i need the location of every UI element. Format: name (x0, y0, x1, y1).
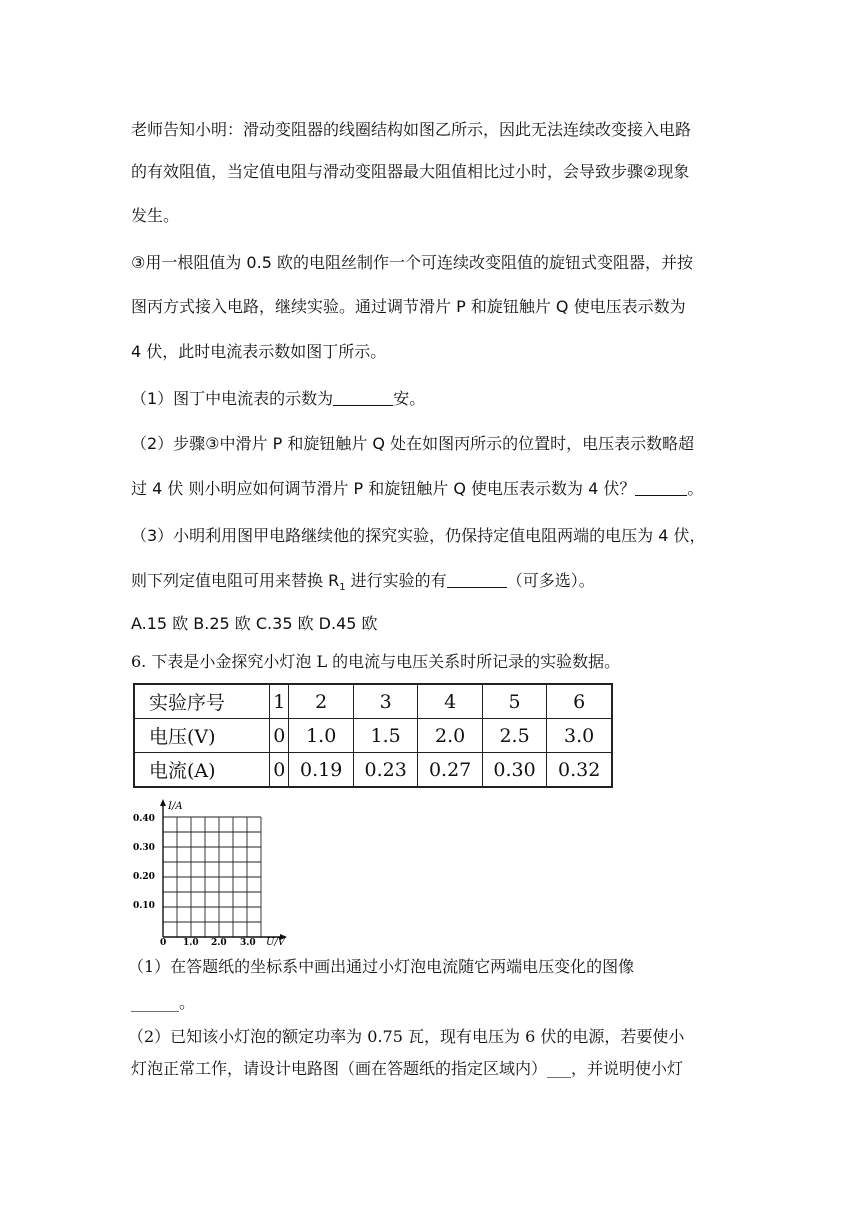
table-cell: 0.32 (547, 753, 612, 788)
paragraph-line-1: 老师告知小明：滑动变阻器的线圈结构如图乙所示，因此无法连续改变接入电路 (131, 120, 692, 139)
axes (160, 799, 287, 940)
table-row (134, 753, 612, 788)
y-axis-arrow-icon (160, 799, 166, 806)
paragraph-line-6: 4 伏，此时电流表示数如图丁所示。 (131, 342, 387, 361)
answer-options: A.15 欧 B.25 欧 C.35 欧 D.45 欧 (131, 614, 378, 633)
coordinate-grid (131, 797, 291, 947)
y-tick-label: 0.40 (133, 814, 155, 824)
table-cell: 3 (353, 684, 417, 719)
sub-question-1-line-2: ______。 (131, 993, 196, 1012)
table-cell: 1.0 (289, 719, 353, 753)
question-2-text: 过 4 伏 则小明应如何调节滑片 P 和旋钮触片 Q 使电压表示数为 4 伏？ (131, 479, 636, 498)
table-cell: 1 (270, 684, 289, 719)
table-cell: 0 (270, 719, 289, 753)
x-tick-label: 3.0 (240, 938, 256, 947)
question-1-text: （1）图丁中电流表的示数为 (131, 389, 334, 408)
question-1-unit: 安。 (393, 389, 426, 408)
y-tick-label: 0.20 (133, 872, 155, 882)
table-cell: 2.0 (418, 719, 482, 753)
question-2-line-1: （2）步骤③中滑片 P 和旋钮触片 Q 处在如图丙所示的位置时，电压表示数略超 (131, 434, 695, 453)
table-cell: 2.5 (482, 719, 546, 753)
table-cell: 0.19 (289, 753, 353, 788)
table-cell: 6 (547, 684, 612, 719)
paragraph-line-4: ③用一根阻值为 0.5 欧的电阻丝制作一个可连续改变阻值的旋钮式变阻器，并按 (131, 253, 693, 272)
sub-question-1-line-1: （1）在答题纸的坐标系中画出通过小灯泡电流随它两端电压变化的图像 (128, 957, 635, 976)
table-row (134, 684, 612, 719)
y-tick-label: 0.10 (133, 901, 155, 911)
table-cell: 5 (482, 684, 546, 719)
y-axis-label: I/A (168, 801, 183, 812)
table-cell: 0 (270, 753, 289, 788)
table-cell: 2 (289, 684, 353, 719)
subscript: 1 (339, 582, 346, 594)
data-table (133, 683, 613, 788)
question-1 (131, 389, 425, 409)
table-cell: 0.23 (353, 753, 417, 788)
problem-6-title: 6. 下表是小金探究小灯泡 L 的电流与电压关系时所记录的实验数据。 (131, 652, 621, 671)
table-cell: 电流(A) (134, 753, 270, 788)
question-3-line-2 (131, 571, 595, 598)
answer-blank (333, 389, 393, 406)
question-3-end: （可多选）。 (506, 571, 595, 590)
x-axis-label: U/V (266, 937, 286, 947)
grid-lines (163, 817, 261, 937)
paragraph-line-3: 发生。 (131, 206, 180, 225)
question-2-end: 。 (687, 479, 704, 498)
table-cell: 1.5 (353, 719, 417, 753)
table-cell: 0.27 (418, 753, 482, 788)
question-3-text: 则下列定值电阻可用来替换 R (131, 571, 340, 590)
sub-question-2-line-2: 灯泡正常工作，请设计电路图（画在答题纸的指定区域内）___，并说明使小灯 (131, 1059, 684, 1078)
table-cell: 4 (418, 684, 482, 719)
table-row (134, 719, 612, 753)
table-cell: 0.30 (482, 753, 546, 788)
x-tick-label: 2.0 (211, 938, 227, 947)
question-2-line-2 (131, 479, 703, 499)
answer-blank (635, 479, 687, 496)
answer-blank (447, 571, 507, 588)
sub-question-2-line-1: （2）已知该小灯泡的额定功率为 0.75 瓦，现有电压为 6 伏的电源，若要使小 (128, 1027, 685, 1046)
x-tick-label: 0 (160, 938, 167, 947)
paragraph-line-5: 图丙方式接入电路，继续实验。通过调节滑片 P 和旋钮触片 Q 使电压表示数为 (131, 297, 686, 316)
question-3-line-1: （3）小明利用图甲电路继续他的探究实验，仍保持定值电阻两端的电压为 4 伏， (131, 526, 706, 545)
paragraph-line-2: 的有效阻值，当定值电阻与滑动变阻器最大阻值相比过小时，会导致步骤②现象 (131, 162, 690, 181)
table-cell: 电压(V) (134, 719, 270, 753)
y-tick-label: 0.30 (133, 843, 155, 853)
table-cell: 实验序号 (134, 684, 270, 719)
table-cell: 3.0 (547, 719, 612, 753)
question-3-text-2: 进行实验的有 (345, 571, 447, 590)
x-tick-label: 1.0 (183, 938, 199, 947)
